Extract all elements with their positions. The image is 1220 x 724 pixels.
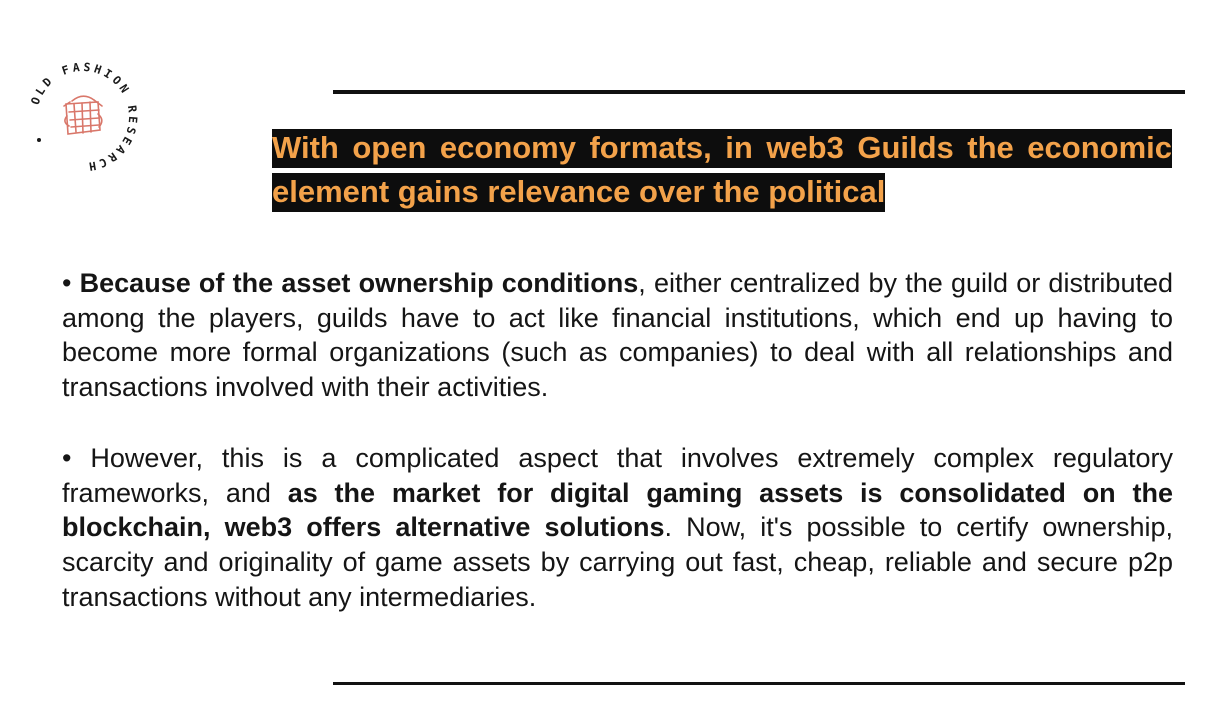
bottom-divider [333,682,1185,685]
logo-badge-icon [22,56,144,178]
top-divider [333,90,1185,94]
bullet-1-bold-lead: Because of the asset ownership conditions [79,268,639,298]
bullet-marker: • [62,268,72,298]
bullet-2-bold-middle: as the market for digital gaming assets is consolidated on the blockchain, web3 offers alternative solutions [62,477,1173,543]
bullet-2-lead: However, this is a complicated aspect that involves extremely complex regulatory frameworks, and [62,443,1173,508]
headline-text: With open economy formats, in web3 Guilds the economic element gains relevance over the political [272,129,1172,212]
bullet-paragraph-2 [62,441,1173,615]
logo-circular-text: OLD FASHION RESEARCH [27,59,141,175]
svg-text:OLD FASHION RESEARCH [28,60,140,174]
bullet-1-text: , either centralized by the guild or distributed among the players, guilds have to act like financial institutions, which end up having to become more formal organizations (such as companies) to deal with all relationships and transactions involved with their activities. [62,268,1173,403]
old-fashion-research-logo [22,56,144,178]
bullet-2-text: . Now, it's possible to certify ownership, scarcity and originality of game assets by carrying out fast, cheap, reliable and secure p2p transactions without any intermediaries. [62,512,1173,612]
logo-sketch-icon [64,96,102,134]
headline [272,126,1172,214]
bullet-marker: • [62,443,72,473]
bullet-paragraph-1 [62,266,1173,405]
logo-dot [37,138,41,142]
